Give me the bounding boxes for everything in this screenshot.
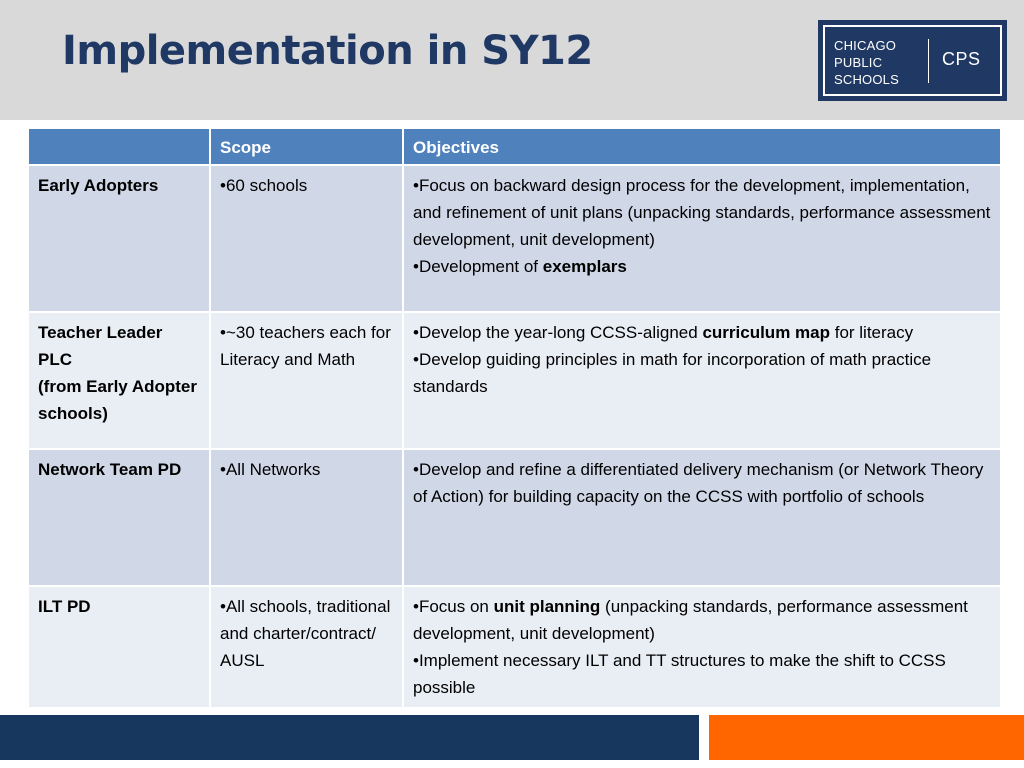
- objective-item: [413, 253, 992, 280]
- objective-text: •Development of: [413, 257, 543, 276]
- objective-emphasis: unit planning: [493, 597, 601, 616]
- scope-item: •All schools, traditional and charter/contract/ AUSL: [220, 597, 391, 670]
- scope-item: •~30 teachers each for Literacy and Math: [220, 323, 391, 369]
- objective-emphasis: exemplars: [542, 257, 627, 276]
- scope-cell: [210, 586, 403, 708]
- objectives-cell: [403, 312, 1001, 449]
- objective-emphasis: curriculum map: [702, 323, 830, 342]
- logo-line-3: SCHOOLS: [834, 72, 899, 87]
- objectives-cell: [403, 165, 1001, 312]
- row-label: [28, 312, 210, 449]
- header-objectives: Objectives: [403, 128, 1001, 165]
- header-empty: [28, 128, 210, 165]
- cps-logo: [818, 20, 1007, 101]
- objective-text: •Implement necessary ILT and TT structures to make the shift to CCSS possible: [413, 651, 946, 697]
- objective-item: [413, 319, 992, 346]
- row-label-line: Teacher Leader PLC: [38, 323, 163, 369]
- objective-text: •Develop guiding principles in math for incorporation of math practice standards: [413, 350, 932, 396]
- scope-cell: [210, 449, 403, 586]
- cps-logo-frame: [823, 25, 1002, 96]
- objective-item: [413, 593, 992, 647]
- header-band: [0, 0, 1024, 120]
- logo-divider: [928, 39, 929, 83]
- objective-text: •Develop and refine a differentiated delivery mechanism (or Network Theory of Action) for building capacity on the CCSS with portfolio of schools: [413, 460, 984, 506]
- implementation-table: [27, 127, 1002, 709]
- row-label: ILT PD: [28, 586, 210, 708]
- row-label: Network Team PD: [28, 449, 210, 586]
- row-label: Early Adopters: [28, 165, 210, 312]
- scope-item: •60 schools: [220, 176, 308, 195]
- objective-text: (unpacking standards, performance assessment development, unit development): [413, 597, 968, 643]
- table-row: [28, 312, 1001, 449]
- row-label-line: (from Early Adopter schools): [38, 377, 198, 423]
- objective-text: •Focus on: [413, 597, 494, 616]
- table-header-row: [28, 128, 1001, 165]
- slide-title: Implementation in SY12: [62, 28, 593, 74]
- footer-bar-blue: [0, 715, 699, 760]
- table-row: [28, 165, 1001, 312]
- scope-cell: [210, 312, 403, 449]
- logo-line-2: PUBLIC: [834, 55, 883, 70]
- logo-abbreviation: CPS: [942, 49, 981, 69]
- scope-item: •All Networks: [220, 460, 321, 479]
- footer-bar-orange: [709, 715, 1024, 760]
- objectives-cell: [403, 449, 1001, 586]
- table-row: [28, 449, 1001, 586]
- cps-logo-wordmark: [834, 37, 899, 88]
- objective-text: •Develop the year-long CCSS-aligned: [413, 323, 703, 342]
- objective-item: [413, 647, 992, 701]
- table-row: [28, 586, 1001, 708]
- header-scope: Scope: [210, 128, 403, 165]
- objectives-cell: [403, 586, 1001, 708]
- objective-text: for literacy: [830, 323, 914, 342]
- objective-item: [413, 456, 992, 510]
- objective-text: •Focus on backward design process for the development, implementation, and refinement of unit plans (unpacking standards, performance assessment development, unit development): [413, 176, 991, 249]
- objective-item: [413, 346, 992, 400]
- logo-line-1: CHICAGO: [834, 38, 897, 53]
- objective-item: [413, 172, 992, 253]
- scope-cell: [210, 165, 403, 312]
